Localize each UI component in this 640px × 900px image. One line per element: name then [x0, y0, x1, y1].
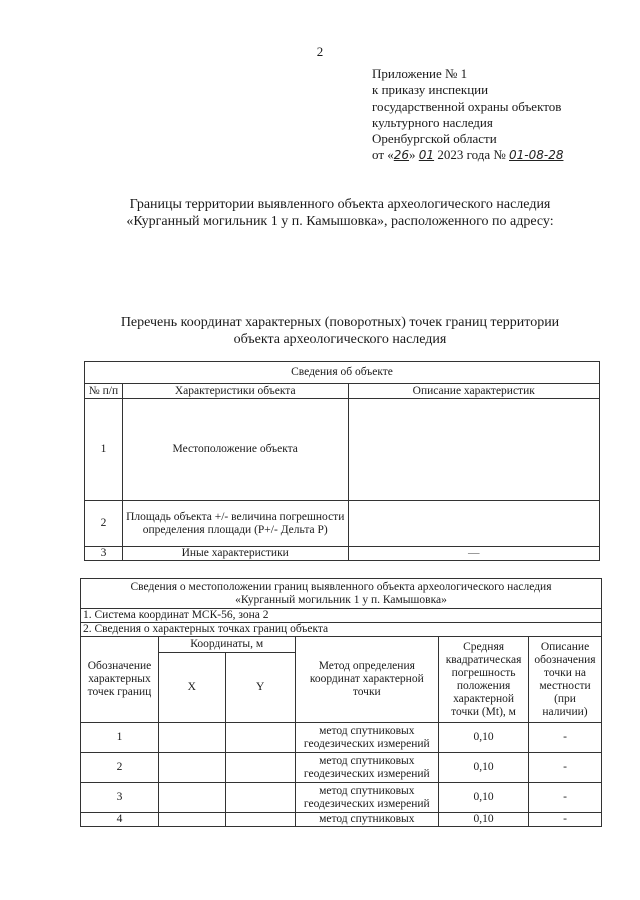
point-number: 3: [81, 783, 159, 813]
point-accuracy: 0,10: [439, 783, 529, 813]
point-description: -: [529, 723, 602, 753]
point-method: метод спутниковых: [295, 813, 439, 827]
title-line: Границы территории выявленного объекта археологического наследия: [129, 197, 551, 212]
table-row: [85, 399, 600, 501]
point-number: 1: [81, 723, 159, 753]
header-designation: Обозначение характерных точек границ: [81, 637, 159, 723]
point-method: метод спутниковых геодезических измерений: [295, 753, 439, 783]
coordinate-system: 1. Система координат МСК-56, зона 2: [81, 609, 602, 623]
point-accuracy: 0,10: [439, 723, 529, 753]
row-description: —: [348, 547, 600, 561]
point-accuracy: 0,10: [439, 813, 529, 827]
table-row: [81, 723, 602, 753]
handwritten-month: 01: [418, 148, 435, 163]
document-title: [70, 196, 610, 230]
page-number: 2: [316, 44, 324, 59]
object-info-table: [84, 361, 600, 561]
handwritten-order-number: 01-08-28: [509, 148, 564, 163]
table-caption: [81, 579, 602, 609]
row-characteristic: Площадь объекта +/- величина погрешности определения площади (P+/- Дельта P): [122, 501, 348, 547]
row-number: 3: [85, 547, 123, 561]
point-y: [225, 753, 295, 783]
row-characteristic: Иные характеристики: [122, 547, 348, 561]
row-number: 2: [85, 501, 123, 547]
table-caption: Сведения об объекте: [85, 362, 600, 384]
header-description: Описание обозначения точки на местности (при наличии): [529, 637, 602, 723]
list-title-line: объекта археологического наследия: [233, 332, 447, 347]
caption-line: «Курганный могильник 1 у п. Камышовка»: [235, 593, 447, 606]
point-accuracy: 0,10: [439, 753, 529, 783]
header-method: Метод определения координат характерной точки: [295, 637, 439, 723]
column-header: Характеристики объекта: [122, 384, 348, 399]
point-number: 2: [81, 753, 159, 783]
point-description: -: [529, 813, 602, 827]
appendix-line: Приложение № 1: [372, 66, 468, 81]
row-number: 1: [85, 399, 123, 501]
row-characteristic: Местоположение объекта: [122, 399, 348, 501]
table-row: [81, 753, 602, 783]
column-header: № п/п: [85, 384, 123, 399]
header-x: X: [158, 653, 225, 723]
date-year: 2023 года №: [437, 147, 506, 163]
point-y: [225, 723, 295, 753]
header-accuracy: Средняя квадратическая погрешность положения характерной точки (Mt), м: [439, 637, 529, 723]
title-line: «Курганный могильник 1 у п. Камышовка», расположенного по адресу:: [126, 214, 554, 229]
table-row: [81, 813, 602, 827]
table-row: [81, 783, 602, 813]
point-y: [225, 813, 295, 827]
point-y: [225, 783, 295, 813]
point-number: 4: [81, 813, 159, 827]
handwritten-day: 26: [393, 148, 410, 163]
appendix-block: [372, 66, 632, 164]
point-x: [158, 753, 225, 783]
point-method: метод спутниковых геодезических измерений: [295, 783, 439, 813]
header-y: Y: [225, 653, 295, 723]
point-description: -: [529, 783, 602, 813]
section-title: 2. Сведения о характерных точках границ объекта: [81, 623, 602, 637]
header-coordinates: Координаты, м: [158, 637, 295, 653]
list-title-line: Перечень координат характерных (поворотных) точек границ территории: [120, 315, 560, 330]
date-prefix: от «: [372, 147, 394, 163]
point-description: -: [529, 753, 602, 783]
point-x: [158, 783, 225, 813]
caption-line: Сведения о местоположении границ выявленного объекта археологического наследия: [130, 580, 552, 593]
appendix-line: к приказу инспекции: [372, 82, 489, 98]
table-row: [85, 501, 600, 547]
row-description: [348, 501, 600, 547]
table-row: [85, 547, 600, 561]
point-x: [158, 813, 225, 827]
appendix-line: Оренбургской области: [372, 131, 497, 147]
point-x: [158, 723, 225, 753]
appendix-line: государственной охраны объектов: [372, 98, 562, 114]
date-mid: »: [409, 147, 416, 163]
appendix-line: культурного наследия: [372, 114, 493, 130]
appendix-date-line: [372, 147, 632, 163]
column-header: Описание характеристик: [348, 384, 600, 399]
row-description: [348, 399, 600, 501]
point-method: метод спутниковых геодезических измерений: [295, 723, 439, 753]
boundary-points-table: [80, 578, 602, 827]
list-title: [80, 314, 600, 348]
